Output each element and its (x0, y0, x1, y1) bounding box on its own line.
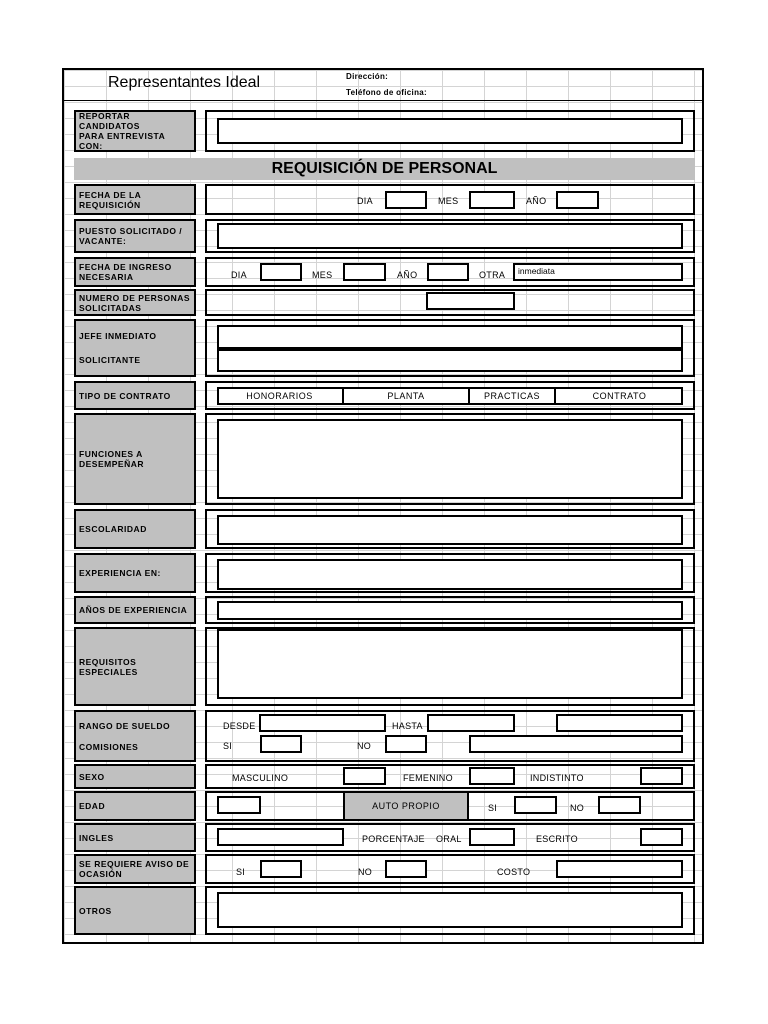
requisitos-label: REQUISITOS ESPECIALES (74, 627, 196, 706)
honorarios-option[interactable]: HONORARIOS (217, 387, 344, 405)
costo-input[interactable] (556, 860, 683, 878)
anios-experiencia-input[interactable] (217, 601, 683, 620)
auto-si-label: SI (488, 803, 498, 813)
porcentaje-label: PORCENTAJE (362, 834, 425, 844)
funciones-label: FUNCIONES A DESEMPEÑAR (74, 413, 196, 505)
auto-si-input[interactable] (514, 796, 557, 814)
fecha-req-dia-label: DIA (357, 196, 373, 206)
tipo-contrato-label: TIPO DE CONTRATO (74, 381, 196, 410)
practicas-option[interactable]: PRACTICAS (470, 387, 556, 405)
aviso-si-input[interactable] (260, 860, 302, 878)
sexo-label: SEXO (74, 764, 196, 789)
sueldo-extra-input[interactable] (556, 714, 683, 732)
fecha-ing-dia-label: DIA (231, 270, 247, 280)
edad-label: EDAD (74, 791, 196, 821)
comisiones-si-label: SI (223, 741, 233, 751)
fecha-ing-mes-input[interactable] (343, 263, 386, 281)
costo-label: COSTO (497, 867, 531, 877)
oral-label: ORAL (436, 834, 462, 844)
otros-input[interactable] (217, 892, 683, 928)
planta-option[interactable]: PLANTA (344, 387, 470, 405)
femenino-label: FEMENINO (403, 773, 453, 783)
fecha-req-anio-input[interactable] (556, 191, 599, 209)
comisiones-extra-input[interactable] (469, 735, 683, 753)
femenino-input[interactable] (469, 767, 515, 785)
form-title: REQUISICIÓN DE PERSONAL (74, 158, 695, 180)
comisiones-no-input[interactable] (385, 735, 427, 753)
numero-personas-label: NUMERO DE PERSONAS SOLICITADAS (74, 289, 196, 316)
fecha-req-mes-label: MES (438, 196, 459, 206)
funciones-input[interactable] (217, 419, 683, 499)
aviso-no-input[interactable] (385, 860, 427, 878)
company-name: Representantes Ideal (108, 74, 261, 91)
indistinto-input[interactable] (640, 767, 683, 785)
fecha-ing-otra-label: OTRA (479, 270, 506, 280)
masculino-input[interactable] (343, 767, 386, 785)
experiencia-label: EXPERIENCIA EN: (74, 553, 196, 593)
telefono-label: Teléfono de oficina: (346, 88, 427, 97)
hasta-input[interactable] (427, 714, 515, 732)
desde-label: DESDE (223, 721, 256, 731)
auto-no-input[interactable] (598, 796, 641, 814)
escolaridad-label: ESCOLARIDAD (74, 509, 196, 549)
solicitante-input[interactable] (217, 349, 683, 372)
comisiones-no-label: NO (357, 741, 372, 751)
ingles-label: INGLES (74, 823, 196, 852)
aviso-si-label: SI (236, 867, 246, 877)
desde-input[interactable] (259, 714, 386, 732)
contrato-option[interactable]: CONTRATO (592, 391, 647, 401)
direccion-label: Dirección: (346, 72, 389, 81)
anios-experiencia-label: AÑOS DE EXPERIENCIA (74, 596, 196, 624)
masculino-label: MASCULINO (232, 773, 289, 783)
otros-label: OTROS (74, 886, 196, 935)
escrito-input[interactable] (640, 828, 683, 846)
edad-input[interactable] (217, 796, 261, 814)
puesto-input[interactable] (217, 223, 683, 249)
aviso-label: SE REQUIERE AVISO DE OCASIÓN (74, 854, 196, 884)
fecha-ing-dia-input[interactable] (260, 263, 302, 281)
jefe-label: JEFE INMEDIATO (79, 331, 157, 341)
requisitos-input[interactable] (217, 629, 683, 699)
sueldo-comisiones-label (74, 710, 196, 762)
comisiones-si-input[interactable] (260, 735, 302, 753)
fecha-req-anio-label: AÑO (526, 196, 547, 206)
fecha-req-dia-input[interactable] (385, 191, 427, 209)
fecha-req-mes-input[interactable] (469, 191, 515, 209)
numero-personas-input[interactable] (426, 292, 515, 310)
aviso-no-label: NO (358, 867, 373, 877)
puesto-label: PUESTO SOLICITADO / VACANTE: (74, 219, 196, 253)
fecha-ingreso-label: FECHA DE INGRESO NECESARIA (74, 257, 196, 287)
escolaridad-input[interactable] (217, 515, 683, 545)
fecha-ing-anio-input[interactable] (427, 263, 469, 281)
jefe-solicitante-label (74, 319, 196, 377)
auto-no-label: NO (570, 803, 585, 813)
ingles-input[interactable] (217, 828, 344, 846)
fecha-ing-anio-label: AÑO (397, 270, 418, 280)
fecha-ing-mes-label: MES (312, 270, 333, 280)
solicitante-label: SOLICITANTE (79, 355, 141, 365)
indistinto-label: INDISTINTO (530, 773, 584, 783)
reportar-label: REPORTAR CANDIDATOS PARA ENTREVISTA CON: (74, 110, 196, 152)
oral-input[interactable] (469, 828, 515, 846)
header-divider (62, 100, 704, 101)
jefe-input[interactable] (217, 325, 683, 349)
experiencia-input[interactable] (217, 559, 683, 590)
reportar-input[interactable] (217, 118, 683, 144)
fecha-requisicion-label: FECHA DE LA REQUISICIÓN (74, 184, 196, 215)
hasta-label: HASTA (392, 721, 423, 731)
auto-propio-label: AUTO PROPIO (343, 791, 469, 821)
comisiones-label: COMISIONES (79, 741, 139, 752)
fecha-ing-otra-input[interactable]: inmediata (513, 263, 683, 281)
escrito-label: ESCRITO (536, 834, 578, 844)
sueldo-label: RANGO DE SUELDO (79, 720, 171, 731)
